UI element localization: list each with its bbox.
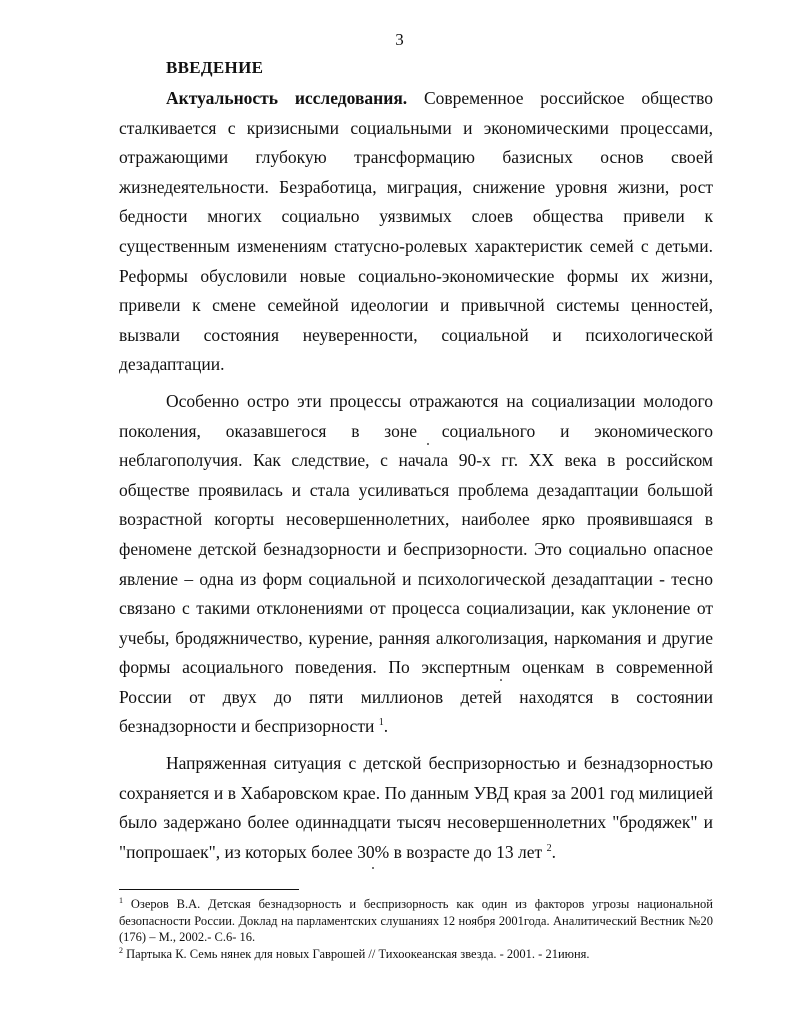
footnote-mark: 1: [119, 895, 123, 905]
section-heading: ВВЕДЕНИЕ: [166, 58, 264, 77]
paragraph-khabarovsk: [119, 749, 713, 867]
paragraph-relevance: [119, 84, 713, 380]
footnote-text: Партыка К. Семь нянек для новых Гаврошей // Тихоокеанская звезда. - 2001. - 21июня.: [123, 946, 590, 961]
paragraph-tail: .: [383, 716, 389, 737]
scan-speck: [372, 867, 374, 869]
footnotes: [119, 896, 713, 962]
relevance-lead: Актуальность исследования.: [166, 88, 408, 108]
footnote-item: [119, 896, 713, 946]
page-number: 3: [395, 30, 404, 49]
paragraph-tail: .: [551, 841, 556, 862]
body-text: [119, 84, 713, 867]
scan-speck: [427, 443, 429, 445]
footnote-text: Озеров В.А. Детская безнадзорность и беспризорность как один из факторов угрозы национальной безопасности России. Доклад на парламентских слушаниях 12 ноября 2001года. Аналитический Вестник №20 (176) – М., 2002.- С.6- 16.: [119, 897, 713, 944]
paragraph-text: Особенно остро эти процессы отражаются на социализации молодого поколения, оказавшегося в зоне социального и экономического неблагополучия. Как следствие, с начала 90-х гг. XX века в российском обществе проявилась и стала усиливаться проблема дезадаптации большой возрастной когорты несовершеннолетних, наиболее ярко проявившаяся в феномене детской безнадзорности и беспризорности. Это социально опасное явление – одна из форм социальной и психологической дезадаптации - тесно связано с такими отклонениями от процесса социализации, как уклонение от учебы, бродяжничество, курение, ранняя алкоголизация, наркомания и другие формы асоциального поведения. По экспертным оценкам в современной России от двух до пяти миллионов детей находятся в состоянии безнадзорности и беспризорности: [119, 390, 713, 737]
paragraph-socialization: [119, 387, 713, 742]
footnote-mark: 2: [119, 945, 123, 955]
footnote-item: [119, 946, 713, 963]
footnote-separator: [119, 889, 299, 890]
footnote-ref[interactable]: 2: [546, 843, 552, 855]
footnote-ref[interactable]: 1: [378, 717, 384, 729]
paragraph-text: Современное российское общество сталкивается с кризисными социальными и экономическими процессами, отражающими глубокую трансформацию базисных основ своей жизнедеятельности. Безработица, миграция, снижение уровня жизни, рост бедности многих социально уязвимых слоев общества привели к существенным изменениям статусно-ролевых характеристик семей с детьми. Реформы обусловили новые социально-экономические формы их жизни, привели к смене семейной идеологии и привычной системы ценностей, вызвали состояния неуверенности, социальной и психологической дезадаптации.: [119, 88, 713, 375]
scan-speck: [500, 679, 502, 681]
paragraph-text: Напряженная ситуация с детской беспризорностью и безнадзорностью сохраняется и в Хабаровском крае. По данным УВД края за 2001 год милицией было задержано более одиннадцати тысяч несовершеннолетних "бродяжек" и "попрошаек", из которых более 30% в возрасте до 13 лет: [119, 753, 713, 862]
